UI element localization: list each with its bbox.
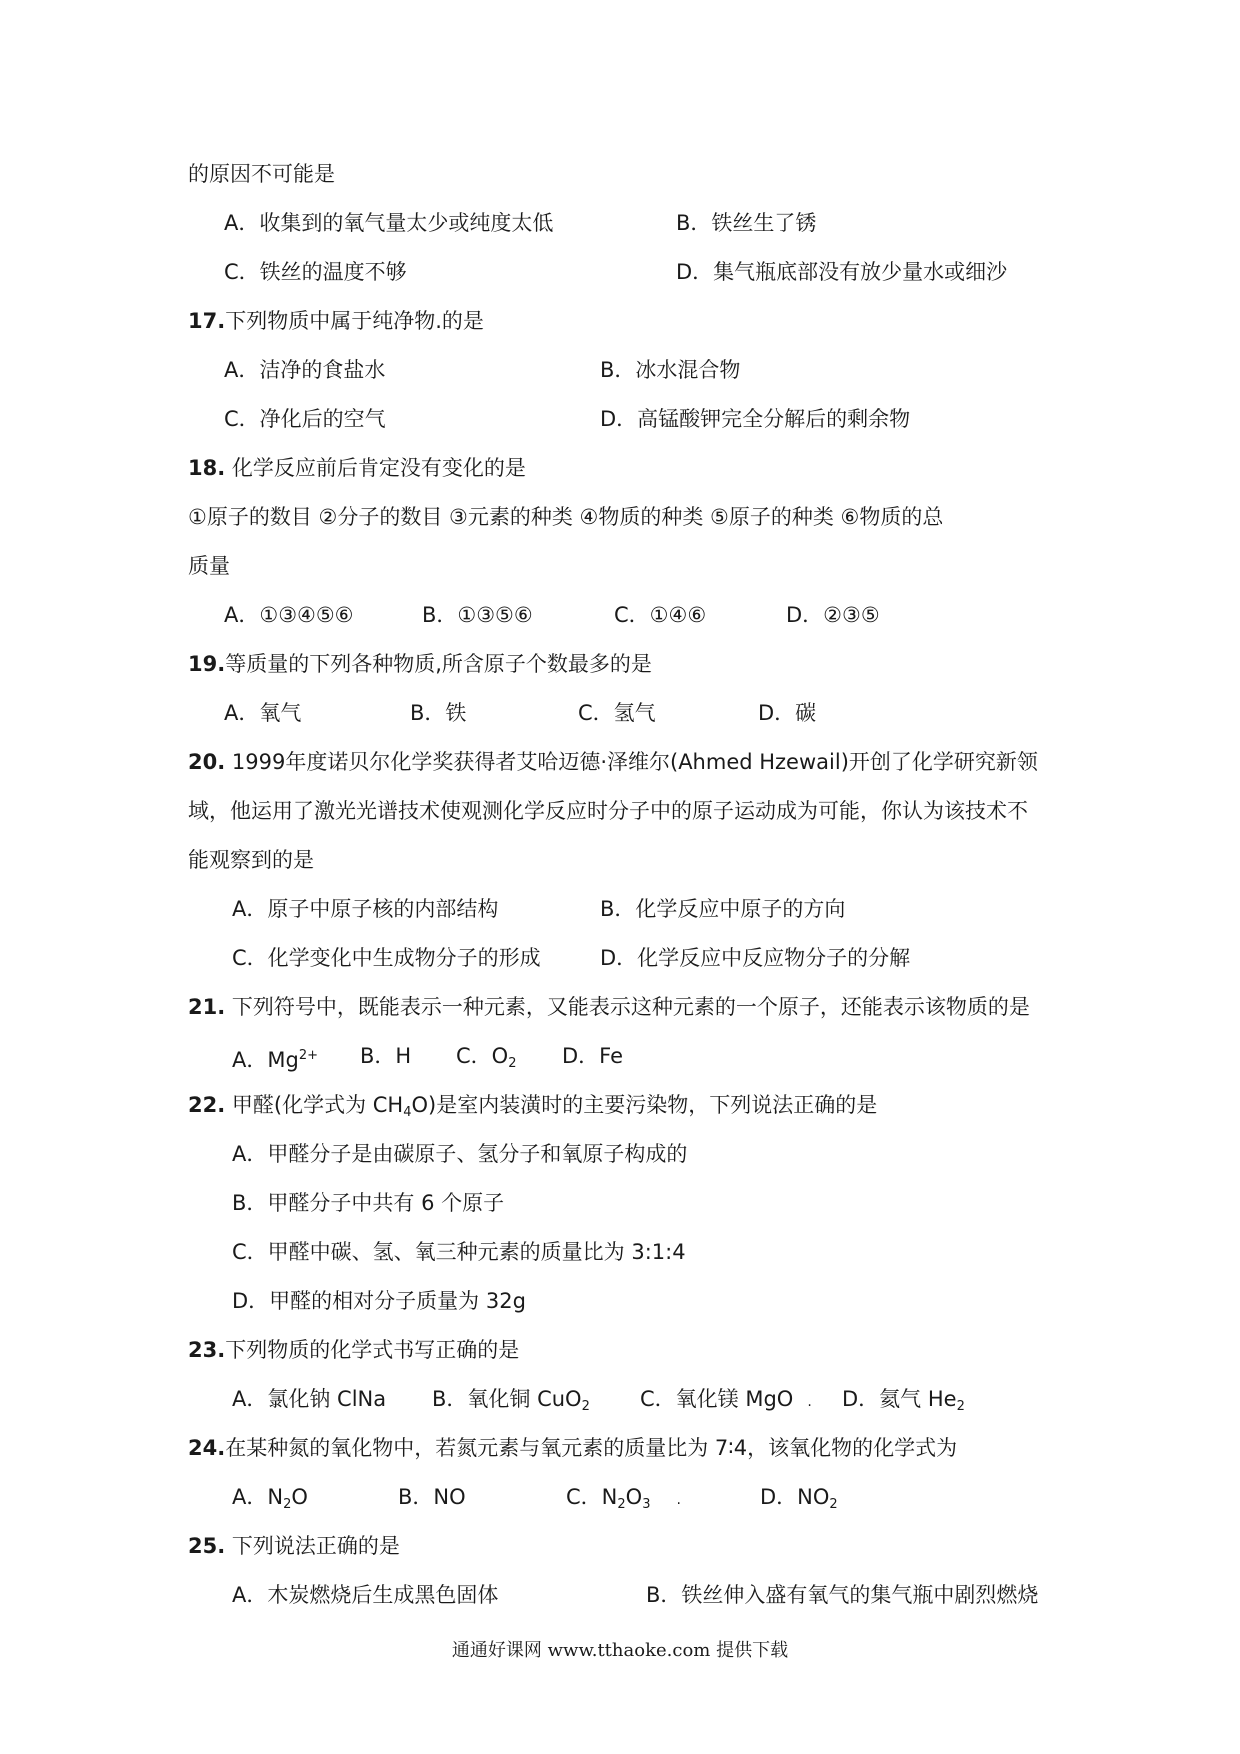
q17-option-a: A．洁净的食盐水 (224, 358, 386, 382)
q19-stem (188, 650, 652, 678)
q23-c-text: C．氧化镁 MgO (640, 1387, 794, 1411)
q23-b-text: B．氧化铜 CuO (432, 1387, 582, 1411)
q23-d-sub: 2 (956, 1399, 965, 1414)
q21-option-a (232, 1042, 318, 1074)
q21-stem (188, 993, 1030, 1021)
q20-option-c: C．化学变化中生成物分子的形成 (232, 946, 541, 970)
q22-text-pre: 甲醛(化学式为 CH (225, 1093, 404, 1117)
q25-option-a: A．木炭燃烧后生成黑色固体 (232, 1583, 499, 1607)
q19-option-d: D．碳 (758, 701, 817, 725)
q24-a-sub: 2 (283, 1497, 292, 1512)
q23-option-d (842, 1385, 965, 1421)
q21-option-b: B．H (360, 1044, 412, 1068)
q18-option-d: D．②③⑤ (786, 603, 880, 627)
q24-option-a (232, 1483, 308, 1519)
q25-number: 25. (188, 1534, 226, 1558)
q22-number: 22. (188, 1093, 226, 1117)
q20-stem-line1 (188, 748, 1038, 776)
q18-stem (188, 454, 526, 482)
q18-items-cont: 质量 (188, 554, 230, 578)
footer-credit: 通通好课网 www.tthaoke.com 提供下载 (451, 1640, 789, 1661)
q22-text-post: O)是室内装潢时的主要污染物，下列说法正确的是 (411, 1093, 878, 1117)
q18-text: 化学反应前后肯定没有变化的是 (225, 456, 526, 480)
q17-option-b: B．冰水混合物 (600, 358, 741, 382)
q24-c-text: C．N (566, 1485, 618, 1509)
q24-a-text: A．N (232, 1485, 284, 1509)
q23-c-mark: . (807, 1394, 812, 1410)
q21-c-text: C．O (456, 1044, 509, 1068)
q18-items: ①原子的数目 ②分子的数目 ③元素的种类 ④物质的种类 ⑤原子的种类 ⑥物质的总 (188, 505, 944, 529)
q17-option-c: C．净化后的空气 (224, 407, 386, 431)
q16-option-d: D．集气瓶底部没有放少量水或细沙 (676, 260, 1008, 284)
q19-text: 等质量的下列各种物质,所含原子个数最多的是 (225, 652, 652, 676)
q24-c-sub2: 3 (642, 1497, 651, 1512)
q22-option-a: A．甲醛分子是由碳原子、氢分子和氧原子构成的 (232, 1142, 688, 1166)
q20-stem-line3: 能观察到的是 (188, 848, 314, 872)
q16-option-c: C．铁丝的温度不够 (224, 260, 407, 284)
q20-option-a: A．原子中原子核的内部结构 (232, 897, 499, 921)
q23-option-b (432, 1385, 590, 1421)
q25-option-b: B．铁丝伸入盛有氧气的集气瓶中剧烈燃烧 (646, 1583, 1039, 1607)
q17-number: 17. (188, 309, 226, 333)
q21-c-sub: 2 (508, 1056, 517, 1071)
q23-b-sub: 2 (581, 1399, 590, 1414)
q23-option-a: A．氯化钠 ClNa (232, 1387, 387, 1411)
q25-text: 下列说法正确的是 (225, 1534, 400, 1558)
q22-stem (188, 1091, 877, 1127)
q22-text-sub: 4 (403, 1105, 412, 1120)
q18-option-b: B．①③⑤⑥ (422, 603, 533, 627)
q24-text: 在某种氮的氧化物中，若氮元素与氧元素的质量比为 7∶4，该氧化物的化学式为 (225, 1436, 958, 1460)
q20-option-d: D．化学反应中反应物分子的分解 (600, 946, 911, 970)
q22-option-c: C．甲醛中碳、氢、氧三种元素的质量比为 3:1:4 (232, 1240, 686, 1264)
q23-option-c (640, 1385, 812, 1416)
q19-number: 19. (188, 652, 226, 676)
q20-option-b: B．化学反应中原子的方向 (600, 897, 846, 921)
q21-text: 下列符号中，既能表示一种元素，又能表示这种元素的一个原子，还能表示该物质的是 (225, 995, 1030, 1019)
q21-option-c (456, 1042, 516, 1078)
q24-option-b: B．NO (398, 1485, 466, 1509)
q24-a-post: O (291, 1485, 308, 1509)
q20-text-1: 1999年度诺贝尔化学奖获得者艾哈迈德·泽维尔(Ahmed Hzewail)开创了化学研究新领 (225, 750, 1038, 774)
q21-option-d: D．Fe (562, 1044, 624, 1068)
q24-number: 24. (188, 1436, 226, 1460)
q18-option-a: A．①③④⑤⑥ (224, 603, 354, 627)
q17-text: 下列物质中属于纯净物.的是 (225, 309, 484, 333)
q21-a-charge: 2+ (298, 1048, 318, 1063)
q16-option-b: B．铁丝生了锈 (676, 211, 817, 235)
q20-stem-line2: 域，他运用了激光光谱技术使观测化学反应时分子中的原子运动成为可能，你认为该技术不 (188, 799, 1028, 823)
q24-c-sub: 2 (617, 1497, 626, 1512)
q25-stem (188, 1532, 400, 1560)
q16-stem-continuation: 的原因不可能是 (188, 162, 335, 186)
q19-option-a: A．氧气 (224, 701, 302, 725)
q24-stem (188, 1434, 957, 1462)
q23-text: 下列物质的化学式书写正确的是 (225, 1338, 520, 1362)
q23-number: 23. (188, 1338, 226, 1362)
q23-stem (188, 1336, 519, 1364)
q19-option-b: B．铁 (410, 701, 467, 725)
q19-option-c: C．氢气 (578, 701, 656, 725)
q17-stem (188, 307, 484, 335)
q24-d-sub: 2 (829, 1497, 838, 1512)
q16-option-a: A．收集到的氧气量太少或纯度太低 (224, 211, 554, 235)
q23-d-text: D．氦气 He (842, 1387, 957, 1411)
q22-option-b: B．甲醛分子中共有 6 个原子 (232, 1191, 505, 1215)
q24-c-mid: O (625, 1485, 643, 1509)
q18-option-c: C．①④⑥ (614, 603, 707, 627)
q24-option-d (760, 1483, 838, 1519)
q17-option-d: D．高锰酸钾完全分解后的剩余物 (600, 407, 911, 431)
q24-option-c (566, 1483, 681, 1519)
q21-a-text: A．Mg (232, 1048, 299, 1072)
q21-number: 21. (188, 995, 226, 1019)
q20-number: 20. (188, 750, 226, 774)
q22-option-d: D．甲醛的相对分子质量为 32g (232, 1289, 526, 1313)
q18-number: 18. (188, 456, 226, 480)
q24-c-mark: . (676, 1492, 681, 1508)
q24-d-text: D．NO (760, 1485, 830, 1509)
